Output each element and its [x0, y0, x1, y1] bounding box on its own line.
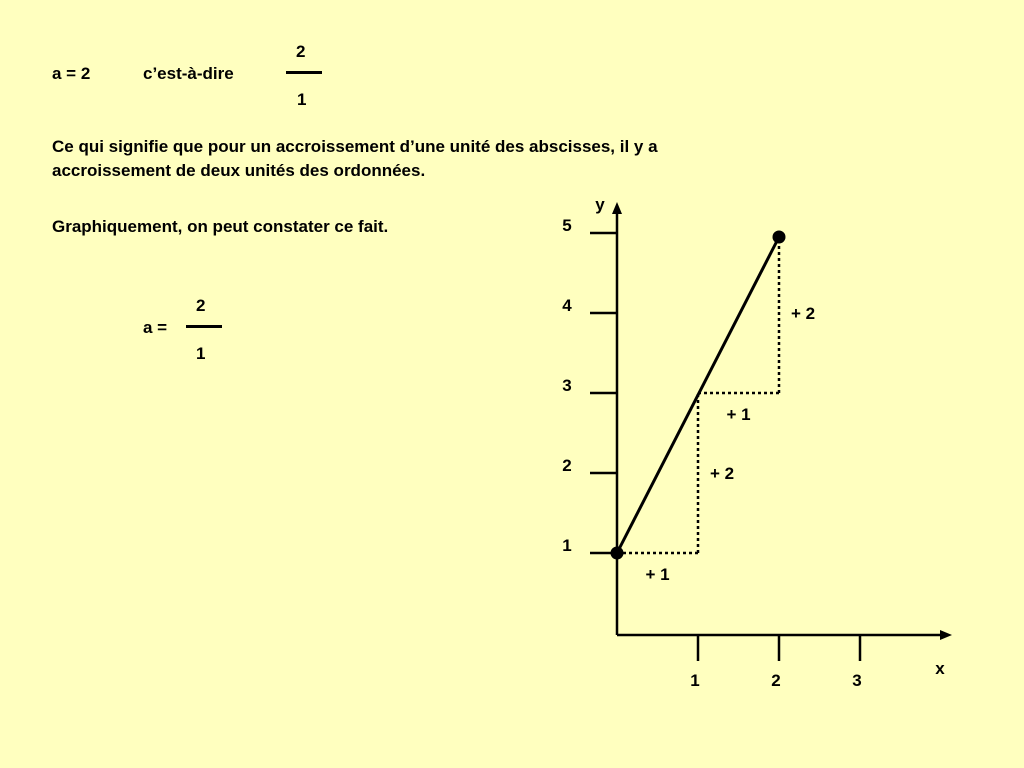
- point-2: [773, 231, 786, 244]
- y-axis-arrow: [612, 202, 622, 214]
- step-1-dy-label: + 2: [709, 464, 735, 483]
- x-tick-label-2: 2: [771, 671, 781, 690]
- y-tick-label-4: 4: [562, 296, 572, 315]
- point-1: [611, 547, 624, 560]
- x-axis-label: x: [935, 659, 945, 678]
- y-tick-label-2: 2: [562, 456, 572, 475]
- cest-a-dire-text: c’est-à-dire: [143, 64, 234, 83]
- fraction1-denominator: 1: [297, 90, 307, 109]
- explanation-line-2: accroissement de deux unités des ordonnées.: [52, 161, 426, 180]
- y-tick-label-5: 5: [562, 216, 572, 235]
- fraction2-denominator: 1: [196, 344, 206, 363]
- y-tick-label-1: 1: [562, 536, 572, 555]
- graph-note: Graphiquement, on peut constater ce fait.: [52, 217, 389, 236]
- slope-value: a = 2: [52, 64, 91, 83]
- x-axis-arrow: [940, 630, 952, 640]
- y-tick-label-3: 3: [562, 376, 572, 395]
- step-2-dy-label: + 2: [790, 304, 816, 323]
- step-2-dx-label: + 1: [726, 405, 751, 424]
- fraction2-label: a =: [143, 318, 168, 337]
- fraction2-numerator: 2: [196, 296, 206, 315]
- function-line: [617, 237, 779, 553]
- fraction1-numerator: 2: [296, 42, 306, 61]
- x-tick-label-1: 1: [690, 671, 700, 690]
- explanation-line-1: Ce qui signifie que pour un accroissement d’une unité des abscisses, il y a: [52, 137, 658, 156]
- step-1-dx-label: + 1: [645, 565, 670, 584]
- y-axis-label: y: [595, 195, 605, 214]
- x-tick-label-3: 3: [852, 671, 862, 690]
